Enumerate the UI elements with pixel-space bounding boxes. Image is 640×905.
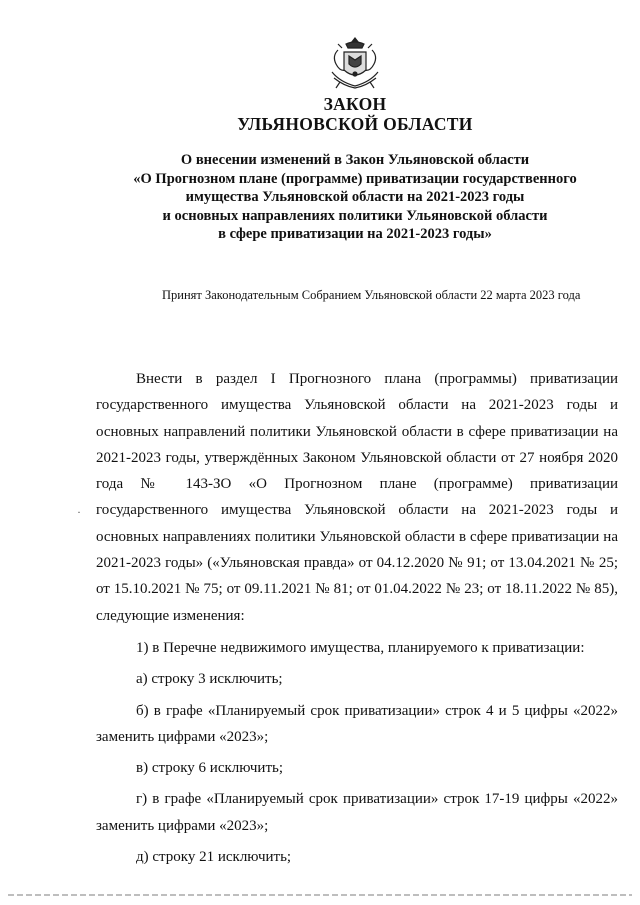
margin-mark: · xyxy=(77,505,81,519)
scan-edge-line xyxy=(8,894,632,896)
subject-line: имущества Ульяновской области на 2021-2023 годы xyxy=(185,189,525,205)
list-item: в) строку 6 исключить; xyxy=(136,760,284,777)
subject-line: О внесении изменений в Закон Ульяновской области xyxy=(180,152,530,168)
adoption-note: Принят Законодательным Собранием Ульяновской области 22 марта 2023 года xyxy=(162,288,581,302)
list-item: г) в графе «Планируемый срок приватизации» строк 17-19 цифры «2022» заменить цифрами «2023»; xyxy=(96,791,618,834)
list-item: 1) в Перечне недвижимого имущества, планируемого к приватизации: xyxy=(136,639,585,656)
subject-line: в сфере приватизации на 2021-2023 годы» xyxy=(218,226,492,242)
law-subject xyxy=(120,151,590,244)
list-item: а) строку 3 исключить; xyxy=(136,671,283,688)
law-title: ЗАКОН xyxy=(323,94,387,114)
subject-line: и основных направлениях политики Ульяновской области xyxy=(162,207,548,224)
subject-line: «О Прогнозном плане (программе) приватизации государственного xyxy=(133,170,577,187)
list-item: д) строку 21 исключить; xyxy=(136,849,292,866)
law-region: УЛЬЯНОВСКОЙ ОБЛАСТИ xyxy=(237,114,473,134)
list-item: б) в графе «Планируемый срок приватизации» строк 4 и 5 цифры «2022» заменить цифрами «2023»; xyxy=(96,702,618,745)
coat-of-arms-icon xyxy=(324,32,386,94)
intro-paragraph: Внести в раздел I Прогнозного плана (программы) приватизации государственного имущества Ульяновской области на 2021-2023 годы и основных направлений политики Ульяновской области в сфере приватизации на 2021-2023 годы, утверждённых Законом Ульяновской области от 27 ноября 2020 года № 143-ЗО «О Прогнозном плане (программе) приватизации государственного имущества Ульяновской области на 2021-2023 годы и основных направлениях политики Ульяновской области в сфере приватизации на 2021-2023 годы» («Ульяновская правда» от 04.12.2020 № 91; от 13.04.2021 № 25; от 15.10.2021 № 75; от 09.11.2021 № 81; от 01.04.2022 № 23; от 18.11.2022 № 85), следующие изменения: xyxy=(96,371,618,624)
law-body xyxy=(96,366,618,870)
